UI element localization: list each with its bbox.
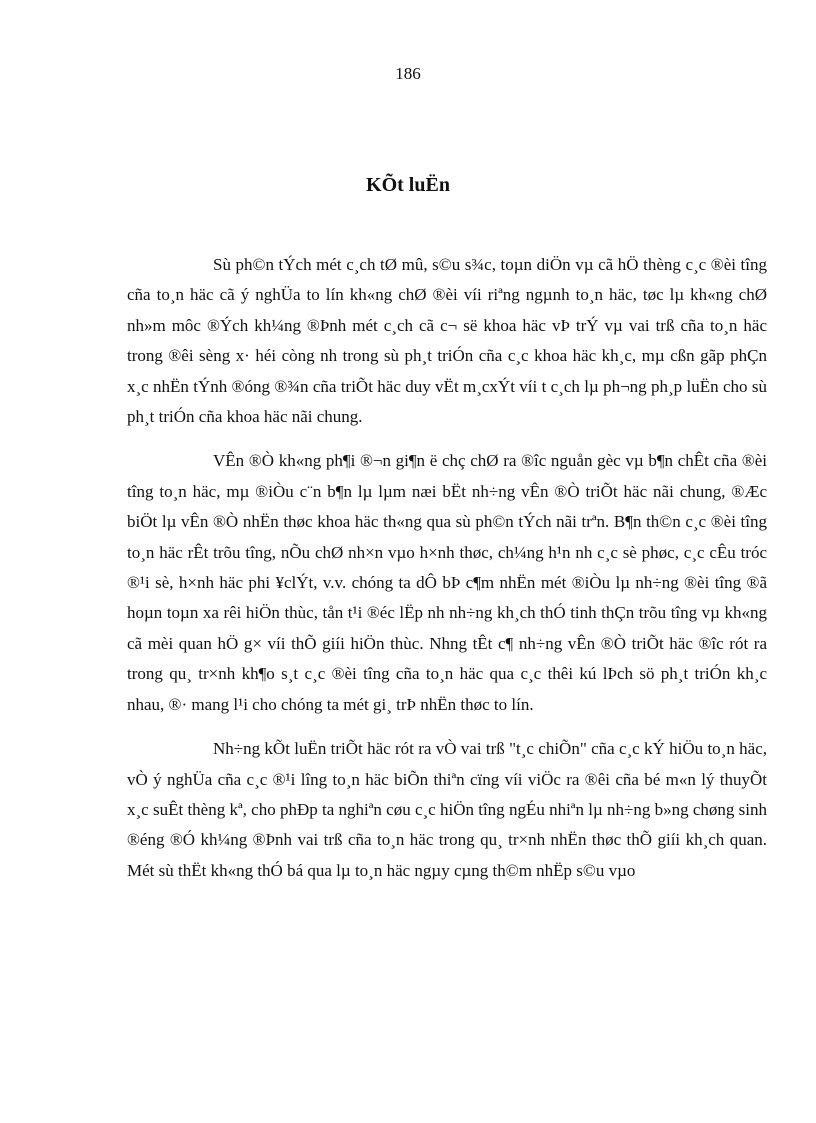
paragraph: Nh÷ng kÕt luËn triÕt häc rót ra vÒ vai trß "t¸c chiÕn" cña c¸c kÝ hiÖu to¸n häc, vÒ ý nghÜa cña c¸c ®¹i lîng to¸n häc biÕn thiªn cïng víi viÖc ra ®êi cña bé m«n lý thuyÕt x¸c suÊt thèng kª, cho phÐp ta nghiªn cøu c¸c hiÖn tîng ngÉu nhiªn lµ nh÷ng b»ng chøng sinh ®éng ®Ó kh¼ng ®Þnh vai trß cña to¸n häc trong qu¸ tr×nh nhËn thøc thÕ giíi kh¸ch quan. Mét sù thËt kh«ng thÓ bá qua lµ to¸n häc ngµy cµng th©m nhËp s©u vµo (127, 739, 767, 880)
page-number: 186 (395, 64, 421, 83)
body-text (127, 250, 767, 900)
section-heading: KÕt luËn (366, 174, 450, 196)
paragraph: VÊn ®Ò kh«ng ph¶i ®¬n gi¶n ë chç chØ ra ®îc nguån gèc vµ b¶n chÊt cña ®èi tîng to¸n häc, mµ ®iÒu c¨n b¶n lµ lµm næi bËt nh÷ng vÊn ®Ò triÕt häc nãi chung, ®Æc biÖt lµ vÊn ®Ò nhËn thøc khoa häc th«ng qua sù ph©n tÝch nãi trªn. B¶n th©n c¸c ®èi tîng to¸n häc rÊt trõu tîng, nÕu chØ nh×n vµo h×nh thøc, ch¼ng h¹n nh c¸c sè phøc, c¸c cÊu tróc ®¹i sè, h×nh häc phi ¥clÝt, v.v. chóng ta dÔ bÞ c¶m nhËn mét ®iÒu lµ nh÷ng ®èi tîng ®ã hoµn toµn xa rêi hiÖn thùc, tån t¹i ®éc lËp nh nh÷ng kh¸ch thÓ tinh thÇn trõu tîng vµ kh«ng cã mèi quan hÖ g× víi thÕ giíi hiÖn thùc. Nhng tÊt c¶ nh÷ng vÊn ®Ò triÕt häc ®îc rót ra trong qu¸ tr×nh kh¶o s¸t c¸c ®èi tîng cña to¸n häc qua c¸c thêi kú lÞch sö ph¸t triÓn kh¸c nhau, ®· mang l¹i cho chóng ta mét gi¸ trÞ nhËn thøc to lín. (127, 451, 767, 714)
paragraph: Sù ph©n tÝch mét c¸ch tØ mû, s©u s¾c, toµn diÖn vµ cã hÖ thèng c¸c ®èi tîng cña to¸n häc cã ý nghÜa to lín kh«ng chØ ®èi víi riªng ngµnh to¸n häc, tøc lµ kh«ng chØ nh»m môc ®Ých kh¼ng ®Þnh mét c¸ch cã c¬ së khoa häc vÞ trÝ vµ vai trß cña to¸n häc trong ®êi sèng x· héi còng nh trong sù ph¸t triÓn cña c¸c khoa häc kh¸c, mµ cßn gãp phÇn x¸c nhËn tÝnh ®óng ®¾n cña triÕt häc duy vËt m¸cxÝt víi t c¸ch lµ ph¬ng ph¸p luËn cho sù ph¸t triÓn cña khoa häc nãi chung. (127, 255, 767, 427)
